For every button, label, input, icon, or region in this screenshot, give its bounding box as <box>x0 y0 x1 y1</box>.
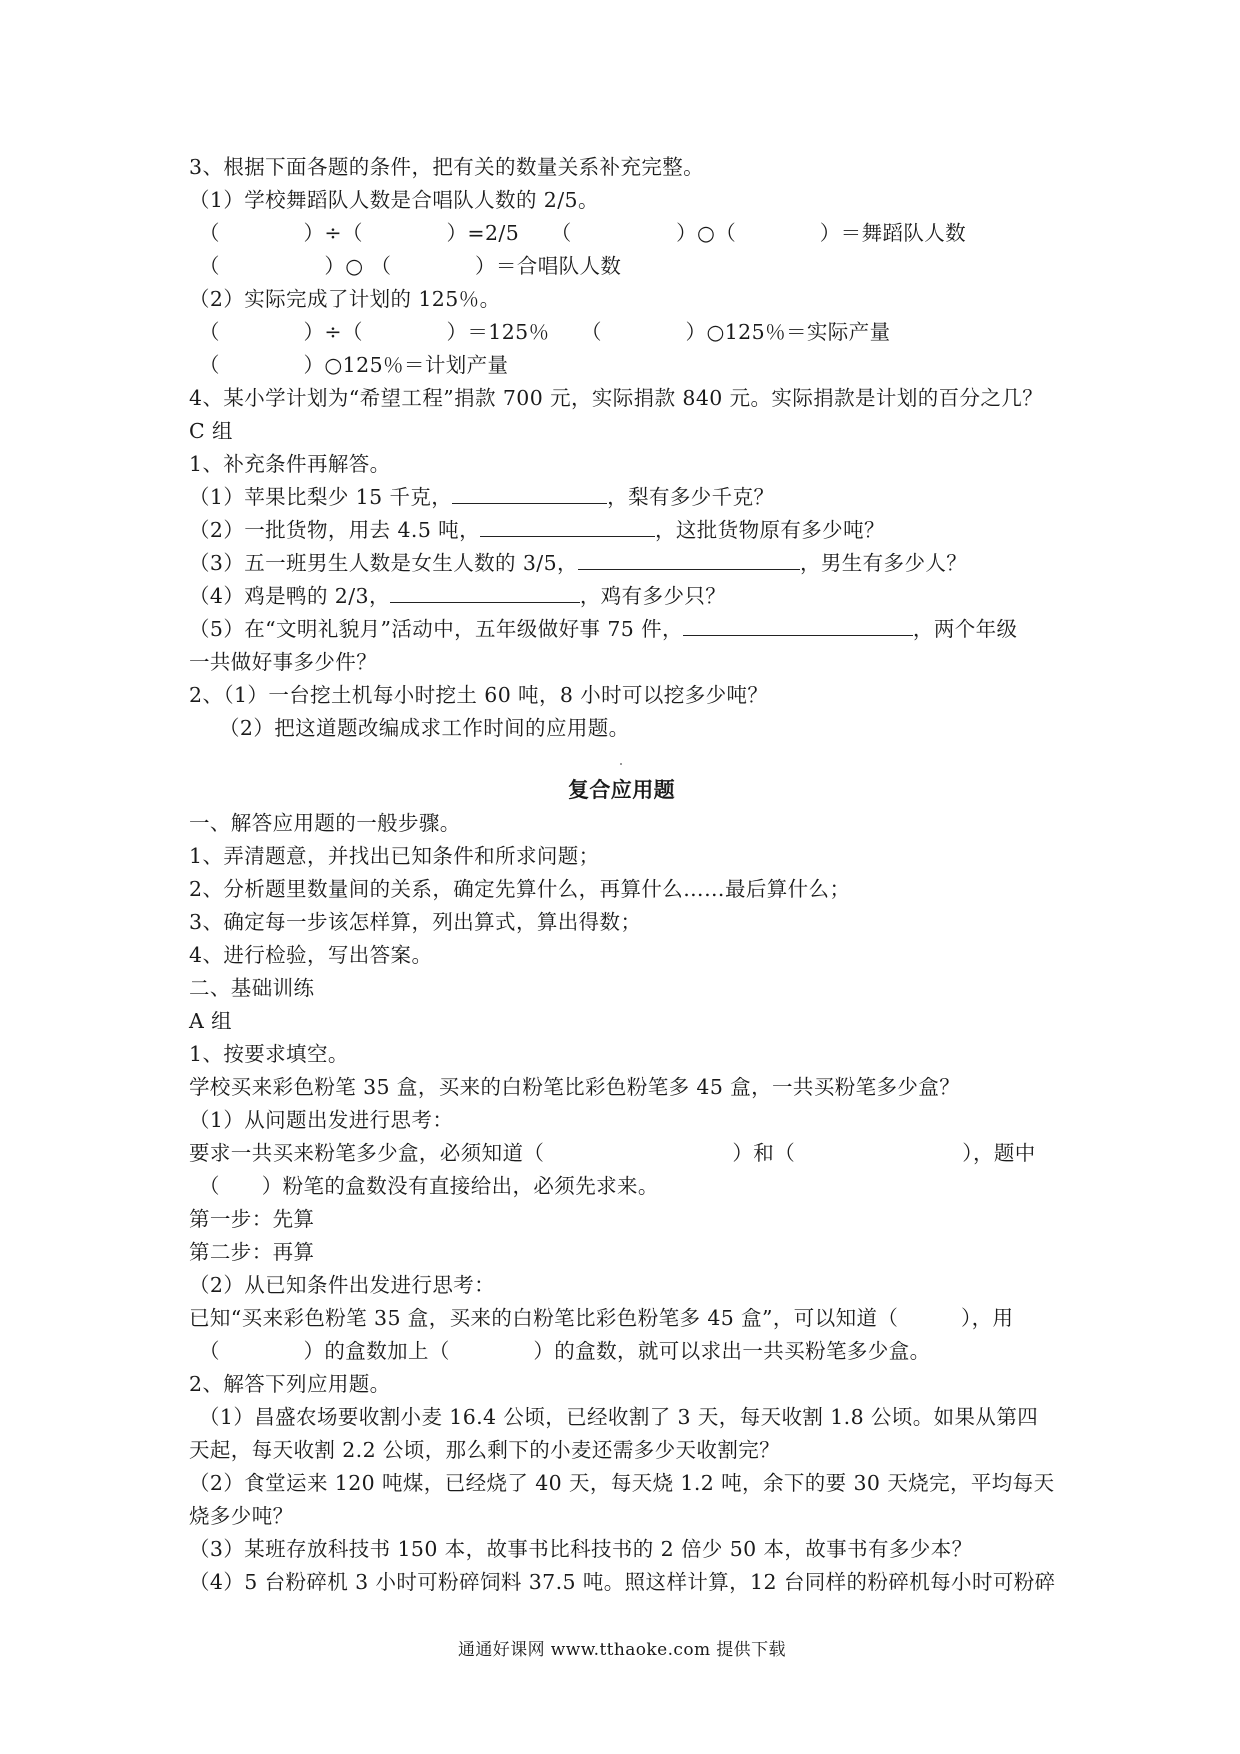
c-question-1-5-cont: 一共做好事多少件？ <box>189 650 378 674</box>
question-3-1-line-1: （ ）÷（ ）=2/5 （ ）○（ ）＝舞蹈队人数 <box>199 221 967 245</box>
step-2: 2、分析题里数量间的关系，确定先算什么，再算什么……最后算什么； <box>189 877 851 901</box>
question-3-1: （1）学校舞蹈队人数是合唱队人数的 2/5。 <box>189 188 599 212</box>
c-group-label: C 组 <box>189 419 233 443</box>
c-question-1-3: （3）五一班男生人数是女生人数的 3/5， ，男生有多少人？ <box>189 551 968 575</box>
question-4: 4、某小学计划为“希望工程”捐款 700 元，实际捐款 840 元。实际捐款是计划的百分之几？ <box>189 386 1044 410</box>
question-3-2-line-1: （ ）÷（ ）＝125％ （ ）○125％＝实际产量 <box>199 320 891 344</box>
step-4: 4、进行检验，写出答案。 <box>189 943 433 967</box>
part-1-heading: 一、解答应用题的一般步骤。 <box>189 811 461 835</box>
step-3: 3、确定每一步该怎样算，列出算式，算出得数； <box>189 910 642 934</box>
answer-blank[interactable] <box>683 615 913 636</box>
answer-blank[interactable] <box>390 582 580 603</box>
a-group-label: A 组 <box>189 1009 233 1033</box>
a-question-1-1-line-1: 要求一共买来粉笔多少盒，必须知道（ ）和（ ），题中 <box>189 1141 1036 1165</box>
a-question-1-2-line-2: （ ）的盒数加上（ ）的盒数，就可以求出一共买粉笔多少盒。 <box>199 1339 931 1363</box>
question-3-1-line-2: （ ）○ （ ）＝合唱队人数 <box>199 254 622 278</box>
a-question-2-title: 2、解答下列应用题。 <box>189 1372 391 1396</box>
c-question-1-1: （1）苹果比梨少 15 千克， ，梨有多少千克？ <box>189 485 775 509</box>
a-question-1-title: 1、按要求填空。 <box>189 1042 349 1066</box>
a-question-1-1-line-2: （ ）粉笔的盒数没有直接给出，必须先求来。 <box>199 1174 659 1198</box>
c-question-1-2: （2）一批货物，用去 4.5 吨， ，这批货物原有多少吨？ <box>189 518 885 542</box>
a-question-2-3: （3）某班存放科技书 150 本，故事书比科技书的 2 倍少 50 本，故事书有多少本？ <box>189 1537 973 1561</box>
section-title: 复合应用题 <box>568 777 675 802</box>
answer-blank[interactable] <box>452 483 607 504</box>
c-question-2-2: （2）把这道题改编成求工作时间的应用题。 <box>219 716 630 740</box>
question-3-2-line-2: （ ）○125％＝计划产量 <box>199 353 509 377</box>
a-question-2-4: （4）5 台粉碎机 3 小时可粉碎饲料 37.5 吨。照这样计算，12 台同样的粉碎机每小时可粉碎 <box>189 1570 1056 1594</box>
a-question-2-2-line-2: 烧多少吨？ <box>189 1504 294 1528</box>
question-3-2: （2）实际完成了计划的 125％。 <box>189 287 501 311</box>
c-question-1-5: （5）在“文明礼貌月”活动中，五年级做好事 75 件， ，两个年级 <box>189 617 1018 641</box>
answer-blank[interactable] <box>480 516 655 537</box>
a-question-2-1-line-1: （1）昌盛农场要收割小麦 16.4 公顷，已经收割了 3 天，每天收割 1.8 公顷。如果从第四 <box>199 1405 1039 1429</box>
a-question-1-2-line-1: 已知“买来彩色粉笔 35 盒，买来的白粉笔比彩色粉笔多 45 盒”，可以知道（ ），用 <box>189 1306 1014 1330</box>
scan-dot <box>620 763 622 765</box>
part-2-heading: 二、基础训练 <box>189 976 315 1000</box>
footer-credit: 通通好课网 www.tthaoke.com 提供下载 <box>458 1640 786 1660</box>
c-question-1-title: 1、补充条件再解答。 <box>189 452 391 476</box>
a-question-2-1-line-2: 天起，每天收割 2.2 公顷，那么剩下的小麦还需多少天收割完？ <box>189 1438 781 1462</box>
answer-blank[interactable] <box>578 549 800 570</box>
a-question-1-problem: 学校买来彩色粉笔 35 盒，买来的白粉笔比彩色粉笔多 45 盒，一共买粉笔多少盒？ <box>189 1075 961 1099</box>
step-1: 1、弄清题意，并找出已知条件和所求问题； <box>189 844 600 868</box>
a-question-1-2: （2）从已知条件出发进行思考： <box>189 1273 496 1297</box>
c-question-1-4: （4）鸡是鸭的 2/3， ，鸡有多少只？ <box>189 584 727 608</box>
a-question-1-1: （1）从问题出发进行思考： <box>189 1108 454 1132</box>
a-question-1-step-1: 第一步：先算 <box>189 1207 315 1231</box>
question-3-title: 3、根据下面各题的条件，把有关的数量关系补充完整。 <box>189 155 705 179</box>
a-question-2-2-line-1: （2）食堂运来 120 吨煤，已经烧了 40 天，每天烧 1.2 吨，余下的要 30 天烧完，平均每天 <box>189 1471 1055 1495</box>
c-question-2-1: 2、（1）一台挖土机每小时挖土 60 吨，8 小时可以挖多少吨？ <box>189 683 769 707</box>
a-question-1-step-2: 第二步：再算 <box>189 1240 315 1264</box>
